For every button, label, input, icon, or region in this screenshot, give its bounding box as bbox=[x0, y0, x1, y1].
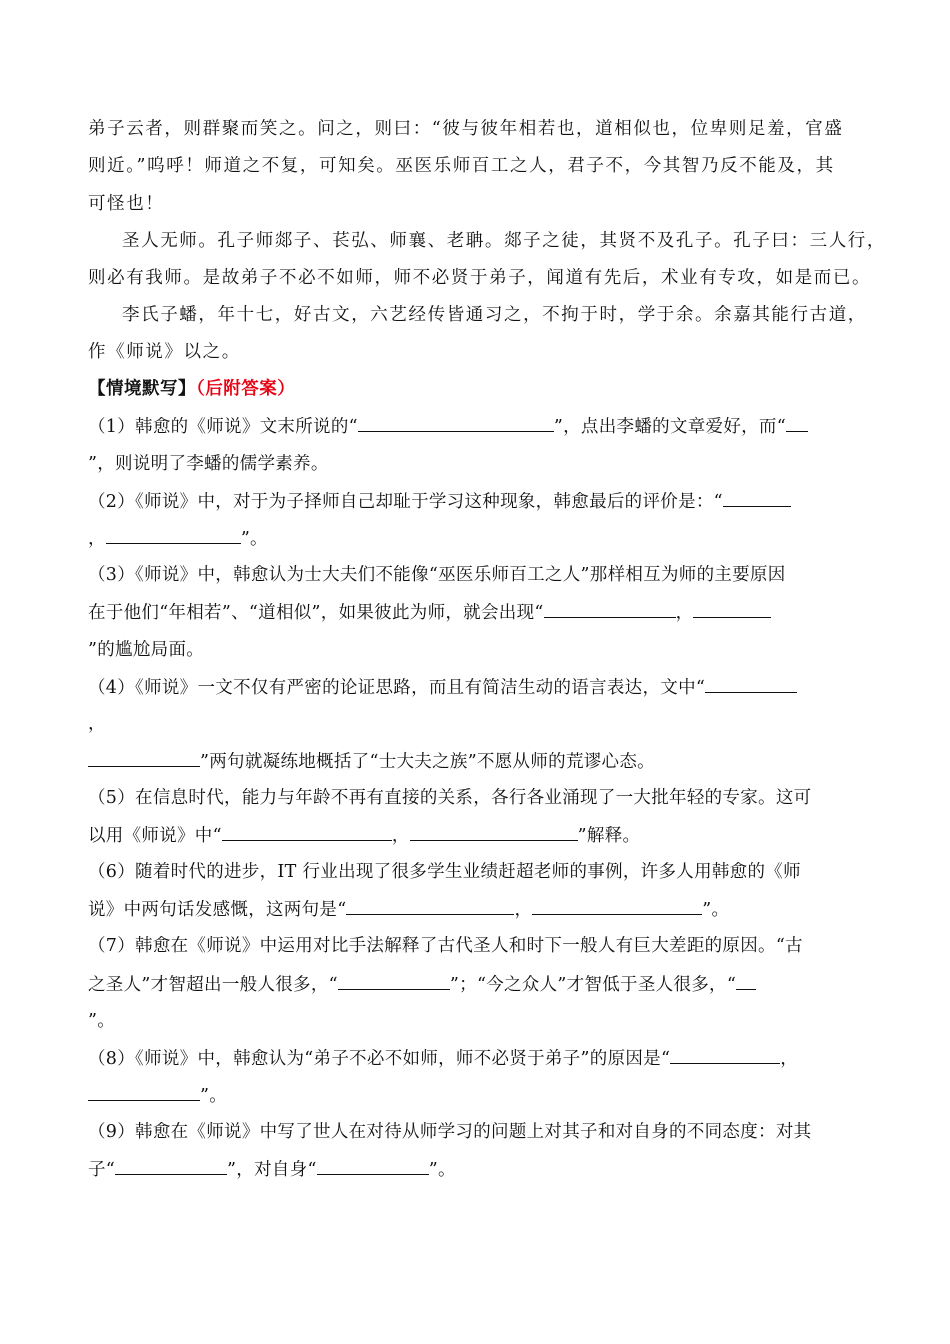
q5-text-b: 以用《师说》中“ bbox=[88, 826, 222, 846]
q7-blank-1[interactable] bbox=[338, 972, 450, 990]
question-7-line-2 bbox=[88, 972, 756, 997]
q8-text-b: ， bbox=[780, 1049, 799, 1069]
question-7-line-1: （7）韩愈在《师说》中运用对比手法解释了古代圣人和时下一般人有巨大差距的原因。“古 bbox=[88, 936, 803, 956]
question-4-line-3 bbox=[88, 749, 655, 774]
q5-blank-2[interactable] bbox=[410, 823, 578, 841]
q1-text-b: ”，点出李蟠的文章爱好，而“ bbox=[553, 417, 786, 437]
question-5-line-2 bbox=[88, 823, 640, 848]
passage-line-5: 则必有我师。是故弟子不必不如师，师不必贤于弟子，闻道有先后，术业有专攻，如是而已。 bbox=[88, 268, 872, 288]
q2-blank-2[interactable] bbox=[106, 526, 241, 544]
q2-text-a: （2）《师说》中，对于为子择师自己却耻于学习这种现象，韩愈最后的评价是：“ bbox=[88, 492, 723, 512]
q6-text-b: 说》中两句话发感慨，这两句是“ bbox=[88, 900, 347, 920]
q8-blank-2[interactable] bbox=[88, 1083, 200, 1101]
question-9-line-2 bbox=[88, 1157, 456, 1182]
question-4-line-1 bbox=[88, 675, 797, 700]
q5-text-c: ， bbox=[391, 826, 410, 846]
question-6-line-1: （6）随着时代的进步，IT 行业出现了很多学生业绩赶超老师的事例，许多人用韩愈的《师 bbox=[88, 862, 801, 882]
section-title: 【情境默写】 bbox=[88, 379, 196, 399]
passage-line-6: 李氏子蟠，年十七，好古文，六艺经传皆通习之，不拘于时，学于余。余嘉其能行古道， bbox=[122, 305, 867, 325]
q7-blank-2[interactable] bbox=[736, 972, 756, 990]
q3-blank-2[interactable] bbox=[693, 600, 771, 618]
q3-text-b: 在于他们“年相若”、“道相似”，如果彼此为师，就会出现“ bbox=[88, 603, 544, 623]
q6-text-c: ， bbox=[514, 900, 533, 920]
q4-blank-1[interactable] bbox=[705, 675, 797, 693]
question-3-line-2 bbox=[88, 600, 771, 625]
question-5-line-1: （5）在信息时代，能力与年龄不再有直接的关系，各行各业涌现了一大批年轻的专家。这可 bbox=[88, 788, 812, 808]
q2-text-b: ， bbox=[88, 529, 106, 549]
q6-blank-2[interactable] bbox=[532, 897, 702, 915]
q8-blank-1[interactable] bbox=[670, 1046, 780, 1064]
question-3-line-1: （3）《师说》中，韩愈认为士大夫们不能像“巫医乐师百工之人”那样相互为师的主要原因 bbox=[88, 565, 786, 585]
q8-text-a: （8）《师说》中，韩愈认为“弟子不必不如师，师不必贤于弟子”的原因是“ bbox=[88, 1049, 671, 1069]
q5-text-d: ”解释。 bbox=[577, 826, 641, 846]
q2-blank-1[interactable] bbox=[723, 489, 791, 507]
question-1-line-1 bbox=[88, 414, 808, 439]
question-8-line-2 bbox=[88, 1083, 227, 1108]
q7-text-b: 之圣人”才智超出一般人很多，“ bbox=[88, 975, 338, 995]
q1-blank-1[interactable] bbox=[358, 414, 554, 432]
q9-text-c: ”，对自身“ bbox=[227, 1160, 317, 1180]
section-heading bbox=[88, 377, 295, 401]
question-9-line-1: （9）韩愈在《师说》中写了世人在对待从师学习的问题上对其子和对自身的不同态度：对其 bbox=[88, 1122, 812, 1142]
q4-blank-2[interactable] bbox=[88, 749, 200, 767]
q3-text-c: ， bbox=[675, 603, 694, 623]
q9-text-b: 子“ bbox=[88, 1160, 116, 1180]
question-2-line-1 bbox=[88, 489, 791, 514]
q6-blank-1[interactable] bbox=[346, 897, 514, 915]
q1-blank-2[interactable] bbox=[786, 414, 808, 432]
q2-text-c: ”。 bbox=[240, 529, 268, 549]
passage-line-3: 可怪也！ bbox=[88, 194, 165, 214]
answer-note: （后附答案） bbox=[196, 379, 296, 399]
passage-line-2: 则近。”呜呼！师道之不复，可知矣。巫医乐师百工之人，君子不，今其智乃反不能及，其 bbox=[88, 156, 835, 176]
question-8-line-1 bbox=[88, 1046, 798, 1071]
question-7-line-3: ”。 bbox=[88, 1011, 116, 1031]
q3-blank-1[interactable] bbox=[544, 600, 676, 618]
passage-line-4: 圣人无师。孔子师郯子、苌弘、师襄、老聃。郯子之徒，其贤不及孔子。孔子曰：三人行， bbox=[122, 231, 886, 251]
question-2-line-2 bbox=[88, 526, 268, 551]
q9-blank-1[interactable] bbox=[115, 1157, 227, 1175]
q6-text-d: ”。 bbox=[702, 900, 730, 920]
q4-text-a: （4）《师说》一文不仅有严密的论证思路，而且有简洁生动的语言表达，文中“ bbox=[88, 678, 706, 698]
q8-text-c: ”。 bbox=[200, 1086, 228, 1106]
question-4-line-2: ， bbox=[88, 714, 106, 734]
q5-blank-1[interactable] bbox=[222, 823, 392, 841]
question-6-line-2 bbox=[88, 897, 729, 922]
q9-text-d: ”。 bbox=[428, 1160, 456, 1180]
q1-text-a: （1）韩愈的《师说》文末所说的“ bbox=[88, 417, 358, 437]
question-1-line-2: ”，则说明了李蟠的儒学素养。 bbox=[88, 454, 329, 474]
passage-line-7: 作《师说》以之。 bbox=[88, 342, 241, 362]
passage-line-1: 弟子云者，则群聚而笑之。问之，则曰：“彼与彼年相若也，道相似也，位卑则足羞，官盛 bbox=[88, 119, 844, 139]
q9-blank-2[interactable] bbox=[317, 1157, 429, 1175]
q7-text-c: ”；“今之众人”才智低于圣人很多，“ bbox=[449, 975, 737, 995]
q4-text-c: ”两句就凝练地概括了“士大夫之族”不愿从师的荒谬心态。 bbox=[200, 752, 655, 772]
question-3-line-3: ”的尴尬局面。 bbox=[88, 640, 205, 660]
